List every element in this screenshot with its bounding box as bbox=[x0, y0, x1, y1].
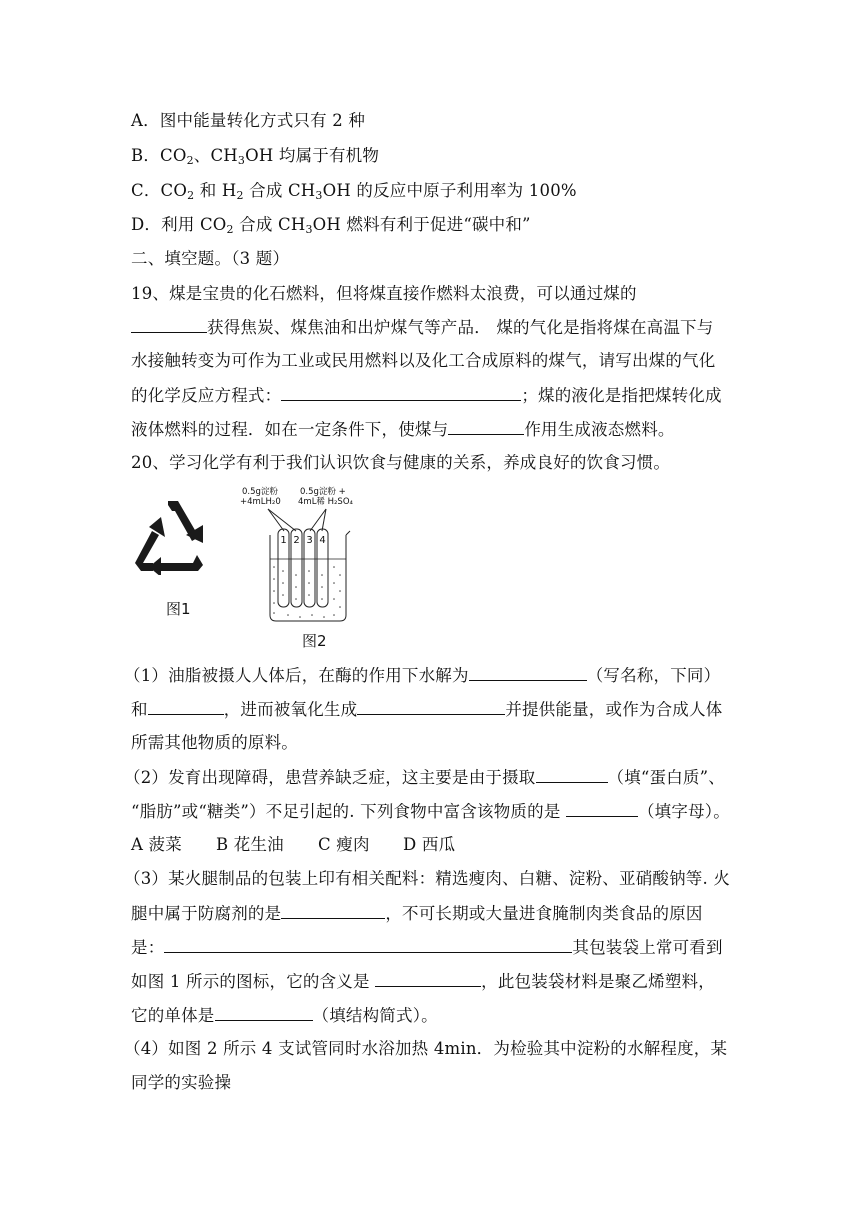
fig2-caption: 图2 bbox=[302, 632, 327, 650]
option-b: B．$CO_2$、$CH_3OH$ 均属于有机物 bbox=[131, 146, 380, 167]
q19-blank-equation[interactable] bbox=[281, 384, 521, 401]
q19-line-1: 19、煤是宝贵的化石燃料，但将煤直接作燃料太浪费，可以通过煤的 bbox=[131, 284, 637, 303]
q20-p3-line-5: 它的单体是 （填结构简式）。 bbox=[131, 1006, 438, 1025]
option-d: D．利用 $CO_2$ 合成 $CH_3OH$ 燃料有利于促进“碳中和” bbox=[131, 215, 531, 236]
q20-p3-line-2: 腿中属于防腐剂的是 ，不可长期或大量进食腌制肉类食品的原因 bbox=[131, 904, 703, 923]
option-c: C．$CO_2$ 和 $H_2$ 合成 $CH_3OH$ 的反应中原子利用率为 100% bbox=[131, 181, 577, 202]
q19-line-4: 的化学反应方程式： ；煤的液化是指把煤转化成 bbox=[131, 386, 722, 405]
q20-p2-line-2: “脂肪”或“糖类”）不足引起的. 下列食物中富含该物质的是 （填字母）。 bbox=[131, 802, 730, 821]
tube-3-label: 3 bbox=[306, 535, 313, 546]
q19-line-5: 液体燃料的过程．如在一定条件下，使煤与 作用生成液态燃料。 bbox=[131, 420, 675, 439]
q20-p2-blank-2[interactable] bbox=[566, 800, 638, 817]
fig2-label-acid-2: 4mL稀 H₂SO₄ bbox=[298, 497, 353, 507]
fig2-label-acid-1: 0.5g淀粉 + bbox=[300, 487, 346, 497]
choice-c: C 瘦肉 bbox=[318, 835, 370, 854]
q20-p3-blank-4[interactable] bbox=[215, 1004, 313, 1021]
q19-line-2: 获得焦炭、煤焦油和出炉煤气等产品． 煤的气化是指将煤在高温下与 bbox=[131, 316, 713, 339]
q20-p3-line-3: 是： 其包装袋上常可看到 bbox=[131, 938, 723, 957]
tube-4-label: 4 bbox=[319, 535, 326, 546]
q20-p2-blank-1[interactable] bbox=[536, 766, 608, 783]
q20-p1-blank-3[interactable] bbox=[357, 698, 505, 715]
recycling-icon bbox=[131, 497, 213, 575]
fig2-label-water-2: +4mLH₂0 bbox=[240, 497, 281, 507]
q20-p2-choices bbox=[131, 834, 455, 856]
q20-p3-line-4: 如图 1 所示的图标，它的含义是 ，此包装袋材料是聚乙烯塑料， bbox=[131, 972, 715, 991]
tube-2-label: 2 bbox=[293, 535, 300, 546]
q20-p3-line-1: （3）某火腿制品的包装上印有相关配料：精选瘦肉、白糖、淀粉、亚硝酸钠等. 火 bbox=[124, 869, 731, 888]
q20-p4-line-2: 同学的实验操 bbox=[131, 1073, 232, 1092]
q20-p1-blank-2[interactable] bbox=[148, 698, 224, 715]
option-a: A．图中能量转化方式只有 2 种 bbox=[131, 111, 366, 130]
q20-p1-line-3: 所需其他物质的原料。 bbox=[131, 733, 298, 752]
q20-p4-line-1: （4）如图 2 所示 4 支试管同时水浴加热 4min．为检验其中淀粉的水解程度，某 bbox=[124, 1039, 728, 1058]
q19-blank-3[interactable] bbox=[448, 418, 524, 435]
tube-1-label: 1 bbox=[280, 535, 287, 546]
q20-intro: 20、学习化学有利于我们认识饮食与健康的关系，养成良好的饮食习惯。 bbox=[131, 453, 671, 472]
choice-d: D 西瓜 bbox=[403, 835, 456, 854]
q19-blank-1[interactable] bbox=[131, 316, 207, 333]
water-bath-diagram bbox=[240, 487, 370, 627]
choice-b: B 花生油 bbox=[216, 835, 284, 854]
fig2-label-water-1: 0.5g淀粉 bbox=[242, 487, 278, 497]
q20-p3-blank-3[interactable] bbox=[375, 970, 481, 987]
q20-p2-line-1: （2）发育出现障碍，患营养缺乏症，这主要是由于摄取 （填“蛋白质”、 bbox=[124, 768, 725, 787]
choice-a: A 菠菜 bbox=[131, 835, 182, 854]
section-heading: 二、填空题。（3 题） bbox=[131, 249, 290, 268]
fig2-test-tubes bbox=[240, 487, 370, 627]
fig1-caption: 图1 bbox=[166, 600, 191, 618]
q20-p3-blank-1[interactable] bbox=[281, 902, 385, 919]
q20-p1-blank-1[interactable] bbox=[469, 664, 587, 681]
q20-p1-line-1: （1）油脂被摄人人体后，在酶的作用下水解为 （写名称，下同） bbox=[124, 666, 721, 685]
q19-line-3: 水接触转变为可作为工业或民用燃料以及化工合成原料的煤气，请写出煤的气化 bbox=[131, 351, 716, 370]
q20-p3-blank-2[interactable] bbox=[164, 936, 572, 953]
q20-p1-line-2: 和 ，进而被氧化生成 并提供能量，或作为合成人体 bbox=[131, 700, 723, 719]
